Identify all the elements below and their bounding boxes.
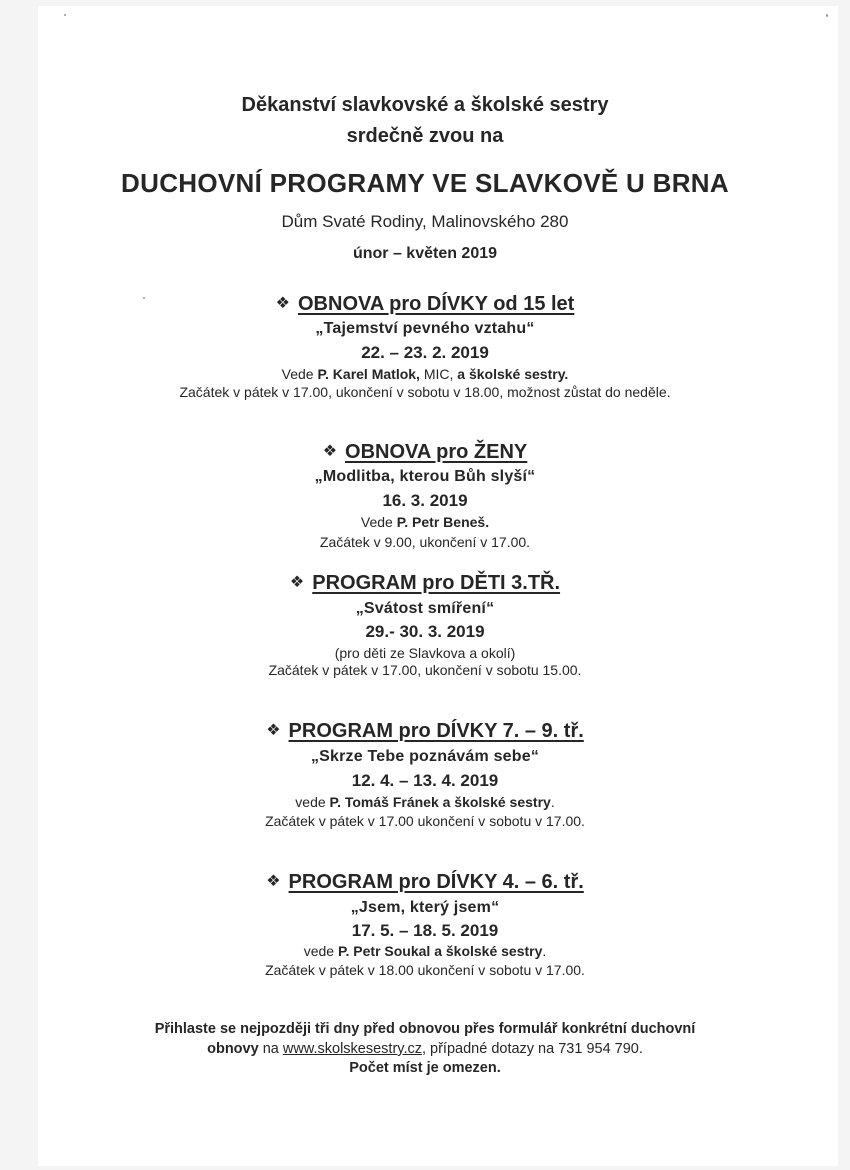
program-1-date: 22. – 23. 2. 2019: [361, 343, 489, 362]
diamond-bullet-icon: ❖: [289, 574, 305, 591]
program-2-subtitle: „Modlitba, kterou Bůh slyší“: [314, 468, 536, 485]
program-1-title: ❖ OBNOVA pro DÍVKY od 15 let: [275, 293, 575, 315]
website-link[interactable]: www.skolskesestry.cz: [282, 1041, 422, 1057]
period: únor – květen 2019: [352, 245, 498, 262]
scan-speck: [826, 14, 828, 17]
program-2-leader: Vede P. Petr Beneš.: [360, 514, 490, 530]
program-1-leader: Vede P. Karel Matlok, MIC, a školské sestry.: [281, 366, 569, 382]
program-2-title: ❖ OBNOVA pro ŽENY: [322, 441, 528, 463]
program-5-date: 17. 5. – 18. 5. 2019: [351, 921, 499, 940]
program-4-leader: vede P. Tomáš Fránek a školské sestry.: [295, 794, 555, 810]
header-line-1: Děkanství slavkovské a školské sestry: [241, 94, 609, 116]
program-4-subtitle: „Skrze Tebe poznávám sebe“: [310, 748, 540, 765]
address: Dům Svaté Rodiny, Malinovského 280: [281, 212, 569, 231]
program-1-subtitle: „Tajemství pevného vztahu“: [315, 320, 535, 337]
program-5-subtitle: „Jsem, který jsem“: [350, 899, 500, 916]
program-2-time: Začátek v 9.00, ukončení v 17.00.: [319, 534, 531, 550]
program-3-date: 29.- 30. 3. 2019: [365, 622, 485, 641]
program-1-time: Začátek v pátek v 17.00, ukončení v sobotu v 18.00, možnost zůstat do neděle.: [179, 384, 671, 400]
program-2-date: 16. 3. 2019: [382, 491, 468, 510]
header-line-2: srdečně zvou na: [346, 125, 504, 147]
footer-line-3: Počet míst je omezen.: [349, 1060, 501, 1076]
program-3-title: ❖ PROGRAM pro DĚTI 3.TŘ.: [289, 572, 561, 594]
footer-line-2: obnovy na www.skolskesestry.cz, případné dotazy na 731 954 790.: [207, 1041, 643, 1057]
program-4-date: 12. 4. – 13. 4. 2019: [351, 771, 499, 790]
program-5-time: Začátek v pátek v 18.00 ukončení v sobotu v 17.00.: [265, 962, 585, 978]
footer-line-1: Přihlaste se nejpozději tři dny před obnovou přes formulář konkrétní duchovní: [154, 1021, 696, 1037]
program-3-note: (pro děti ze Slavkova a okolí): [334, 645, 516, 661]
program-3-time: Začátek v pátek v 17.00, ukončení v sobotu 15.00.: [268, 662, 582, 678]
diamond-bullet-icon: ❖: [266, 722, 281, 739]
diamond-bullet-icon: ❖: [275, 295, 290, 312]
program-5-title: ❖ PROGRAM pro DÍVKY 4. – 6. tř.: [266, 871, 584, 893]
scan-speck: [64, 14, 66, 16]
program-5-leader: vede P. Petr Soukal a školské sestry.: [303, 943, 547, 959]
page-title: DUCHOVNÍ PROGRAMY VE SLAVKOVĚ U BRNA: [121, 168, 729, 198]
program-4-title: ❖ PROGRAM pro DÍVKY 7. – 9. tř.: [266, 720, 584, 742]
program-4-time: Začátek v pátek v 17.00 ukončení v sobotu v 17.00.: [265, 813, 585, 829]
program-3-subtitle: „Svátost smíření“: [355, 600, 495, 617]
diamond-bullet-icon: ❖: [266, 873, 281, 890]
scan-speck: [143, 297, 145, 299]
diamond-bullet-icon: ❖: [322, 443, 338, 460]
